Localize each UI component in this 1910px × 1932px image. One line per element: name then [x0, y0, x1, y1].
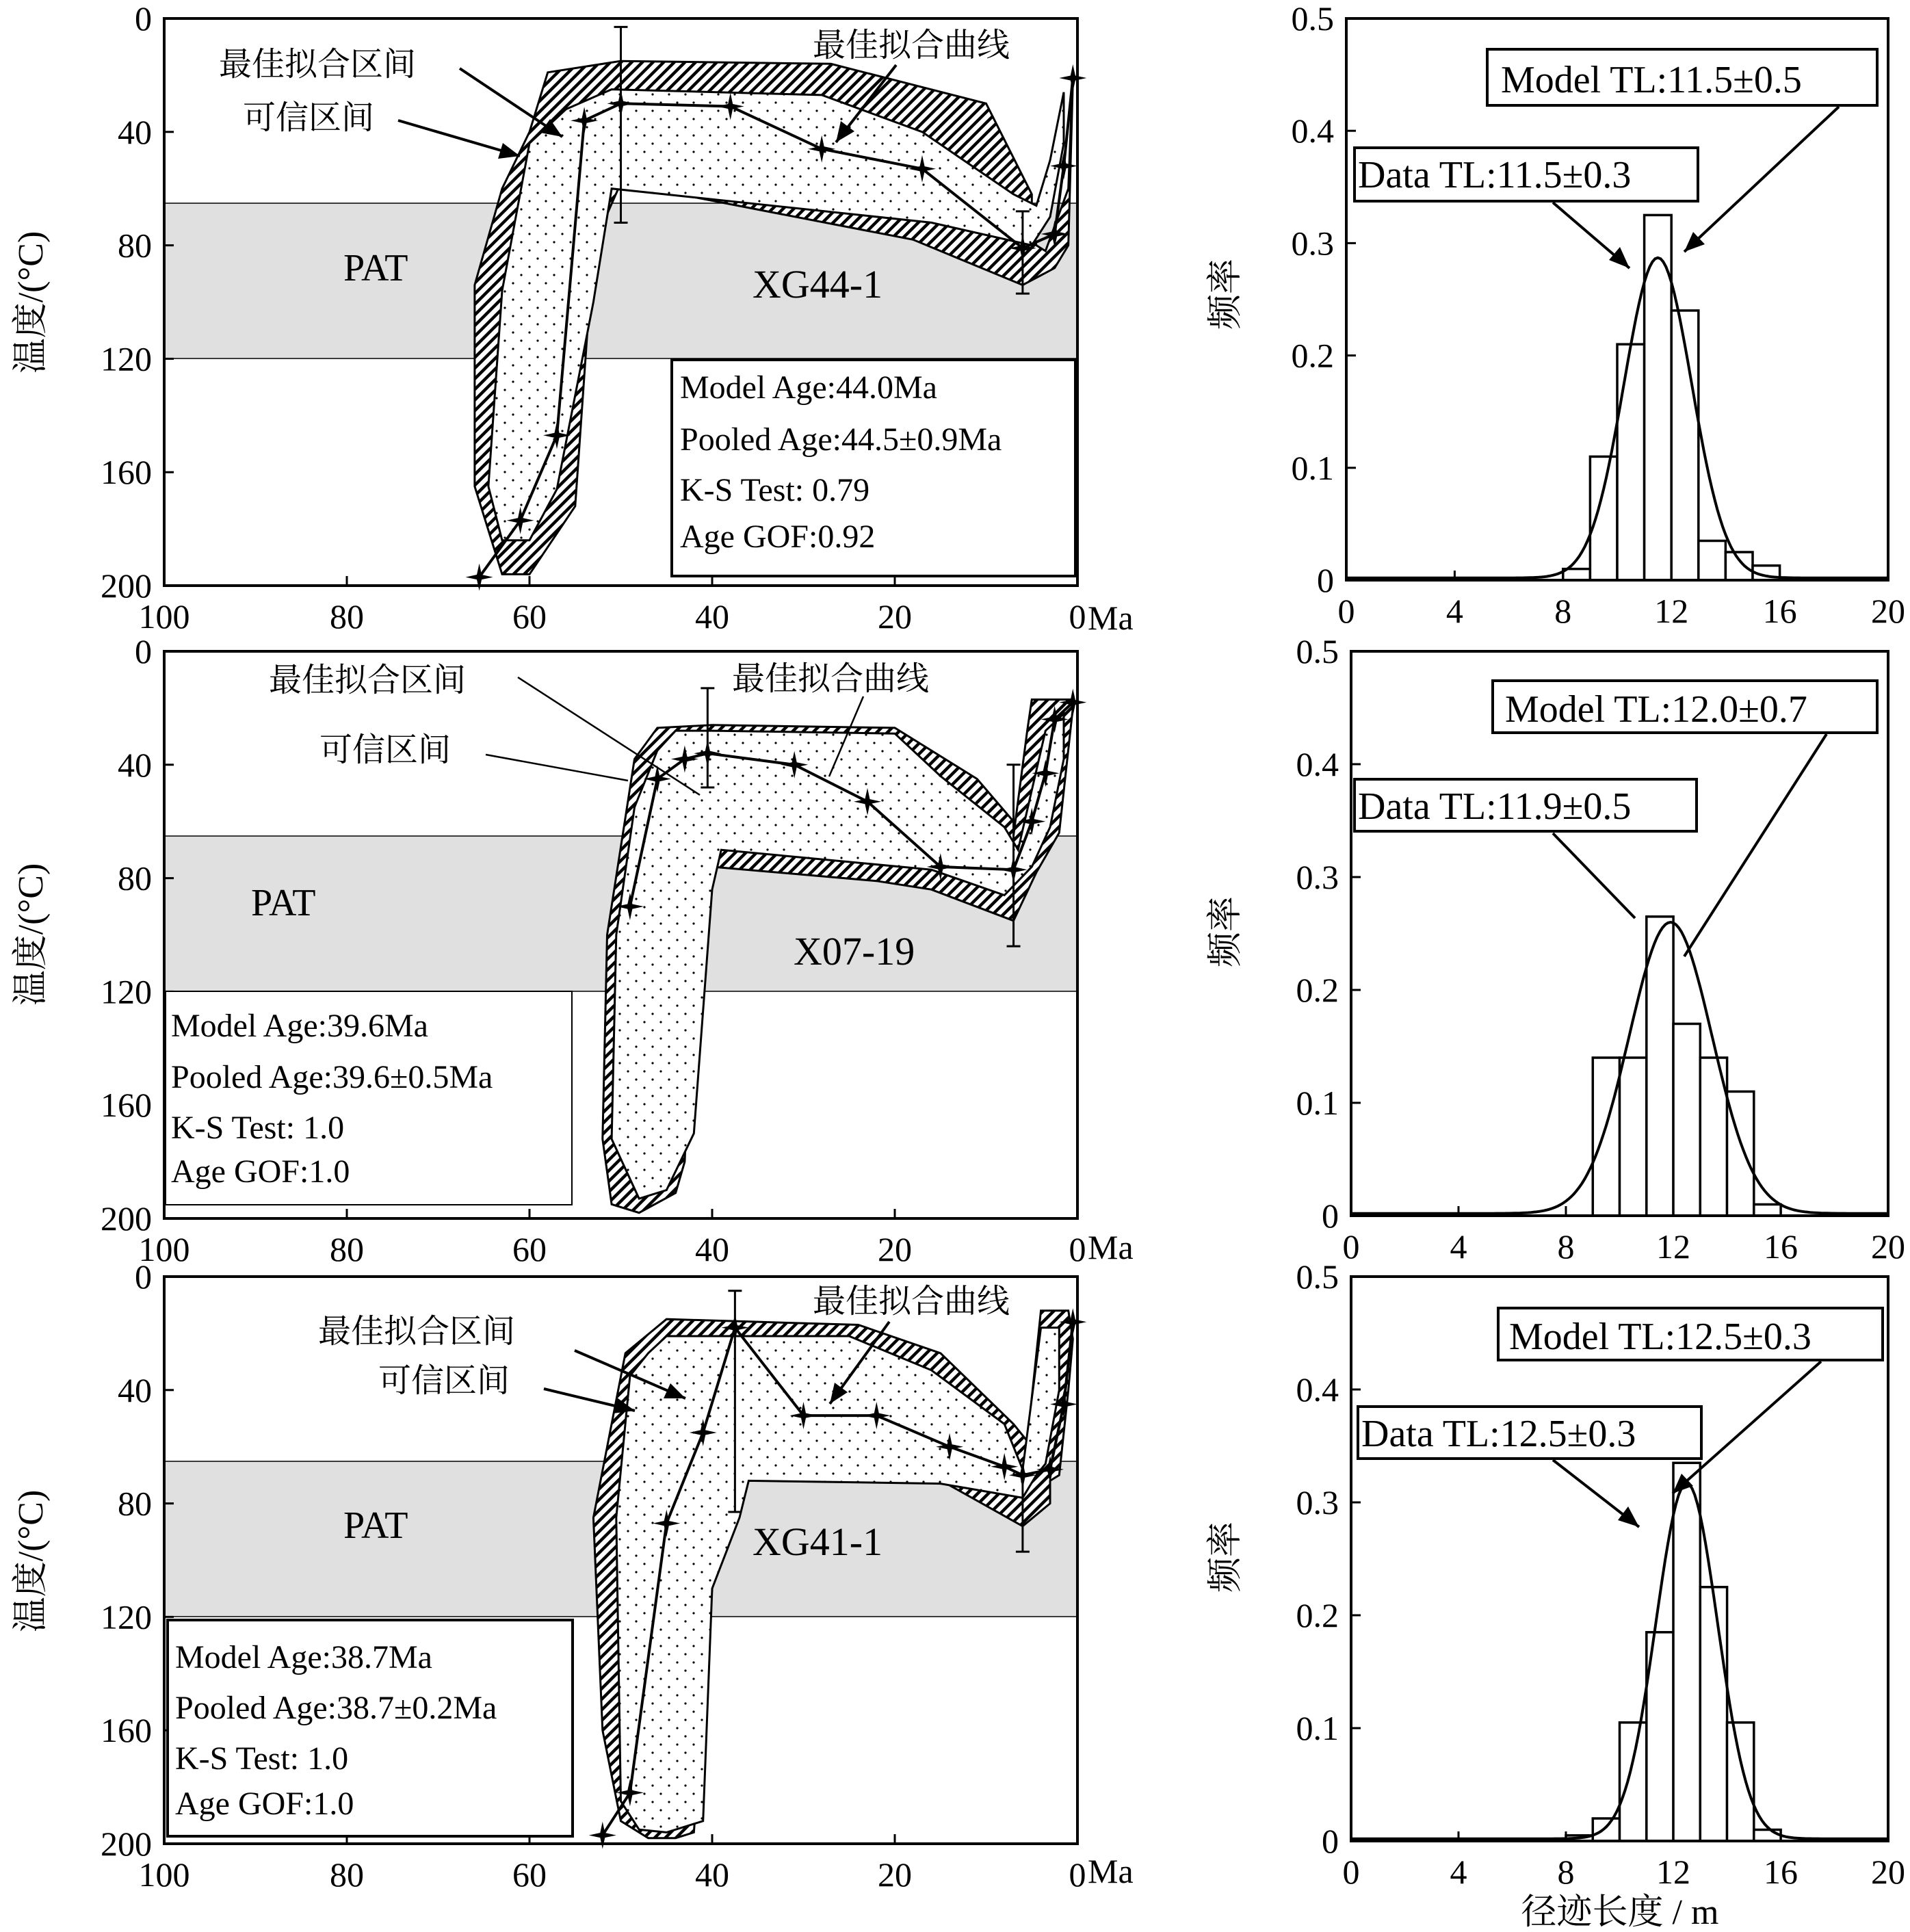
leader-data-tl [1553, 833, 1635, 918]
x-tick-label: 4 [1450, 1853, 1467, 1891]
y-tick-label: 0.4 [1296, 1370, 1339, 1409]
x-tick-label: 80 [330, 1230, 364, 1268]
x-tick-label: 0 [1069, 1855, 1086, 1894]
y-axis-label: 频率 [1206, 896, 1245, 968]
histogram-bar [1754, 1205, 1781, 1216]
x-axis-unit: Ma [1088, 1852, 1134, 1890]
track-length-histogram-x07-19 [1206, 632, 1905, 1266]
y-tick-label: 0.1 [1296, 1084, 1339, 1122]
y-tick-label: 0.2 [1296, 971, 1339, 1009]
x-tick-label: 20 [878, 597, 912, 636]
stat-ks-test: K-S Test: 0.79 [680, 472, 870, 508]
y-tick-label: 0.2 [1296, 1596, 1339, 1634]
x-tick-label: 12 [1654, 592, 1689, 630]
x-tick-label: 40 [695, 1230, 729, 1268]
x-axis-unit: Ma [1088, 599, 1134, 637]
y-tick-label: 0 [135, 0, 152, 38]
histogram-bar [1593, 1818, 1619, 1841]
x-tick-label: 20 [1871, 1853, 1905, 1891]
x-tick-label: 40 [695, 597, 729, 636]
y-tick-label: 0.4 [1296, 745, 1339, 783]
y-tick-label: 0.1 [1296, 1709, 1339, 1747]
model-tl: Model TL:11.5±0.5 [1501, 59, 1802, 101]
x-tick-label: 16 [1762, 592, 1797, 630]
y-axis-label: 温度/(°C) [12, 863, 51, 1006]
x-tick-label: 20 [878, 1855, 912, 1894]
histogram-bar [1620, 1723, 1647, 1841]
label-acceptable-envelope: 可信区间 [319, 732, 452, 768]
y-tick-label: 0 [1317, 561, 1334, 599]
pat-label: PAT [343, 1504, 408, 1547]
x-tick-label: 4 [1450, 1227, 1467, 1266]
y-axis-label: 频率 [1206, 1521, 1245, 1593]
label-best-fit-envelope: 最佳拟合区间 [318, 1314, 516, 1350]
stat-ks-test: K-S Test: 1.0 [175, 1740, 349, 1777]
pat-label: PAT [343, 247, 408, 289]
x-tick-label: 60 [512, 1855, 547, 1894]
label-best-fit-curve: 最佳拟合曲线 [732, 661, 930, 697]
histogram-bar [1754, 1830, 1781, 1842]
y-tick-label: 0.3 [1296, 858, 1339, 896]
histogram-bar [1727, 1723, 1754, 1841]
y-tick-label: 0.3 [1296, 1483, 1339, 1522]
stat-model-age: Model Age:44.0Ma [680, 369, 937, 406]
leader-acceptable-envelope [486, 755, 628, 781]
x-axis-unit: Ma [1088, 1228, 1134, 1266]
histogram-bar [1590, 456, 1617, 580]
y-tick-label: 160 [101, 1711, 152, 1750]
label-best-fit-curve: 最佳拟合曲线 [813, 1283, 1010, 1320]
x-tick-label: 60 [512, 1230, 547, 1268]
y-tick-label: 0 [135, 632, 152, 670]
y-tick-label: 80 [118, 859, 152, 898]
x-tick-label: 16 [1764, 1853, 1798, 1891]
track-length-histogram-xg44-1 [1206, 0, 1905, 630]
x-tick-label: 20 [1871, 1227, 1905, 1266]
x-tick-label: 0 [1337, 592, 1355, 630]
track-length-histogram-xg41-1 [1206, 1257, 1905, 1932]
y-tick-label: 0 [1322, 1197, 1339, 1235]
data-tl: Data TL:11.5±0.3 [1358, 154, 1632, 196]
y-tick-label: 0.5 [1291, 0, 1334, 38]
stat-age-gof: Age GOF:0.92 [680, 519, 876, 555]
arrowhead-data-tl [1618, 1506, 1639, 1527]
arrowhead-acceptable-envelope [498, 143, 520, 159]
thermal-history-x07-19 [12, 632, 1134, 1268]
y-tick-label: 0 [135, 1257, 152, 1296]
data-point-marker [1059, 64, 1086, 92]
y-tick-label: 160 [101, 1086, 152, 1125]
y-tick-label: 40 [118, 112, 152, 151]
data-tl: Data TL:12.5±0.3 [1361, 1413, 1636, 1455]
histogram-bar [1647, 917, 1673, 1216]
model-tl: Model TL:12.0±0.7 [1505, 688, 1807, 731]
label-best-fit-envelope: 最佳拟合区间 [219, 47, 417, 83]
histogram-bar [1673, 1024, 1700, 1216]
y-tick-label: 0.5 [1296, 1257, 1339, 1296]
histogram-bar [1699, 541, 1726, 581]
model-tl: Model TL:12.5±0.3 [1509, 1316, 1811, 1358]
histogram-bar [1620, 1058, 1647, 1216]
data-tl: Data TL:11.9±0.5 [1358, 785, 1632, 828]
sample-label: XG44-1 [753, 262, 883, 306]
histogram-bar [1700, 1587, 1727, 1841]
label-acceptable-envelope: 可信区间 [378, 1363, 510, 1399]
pat-label: PAT [251, 882, 316, 924]
histogram-bars [1351, 917, 1888, 1216]
x-tick-label: 20 [878, 1230, 912, 1268]
thermal-history-xg41-1 [12, 1257, 1134, 1894]
x-tick-label: 100 [138, 597, 190, 636]
histogram-bars [1346, 215, 1888, 580]
y-tick-label: 160 [101, 453, 152, 492]
x-tick-label: 8 [1557, 1227, 1575, 1266]
stat-age-gof: Age GOF:1.0 [171, 1153, 350, 1190]
stat-pooled-age: Pooled Age:38.7±0.2Ma [175, 1690, 497, 1726]
y-tick-label: 0.3 [1291, 224, 1334, 263]
y-axis-label: 温度/(°C) [12, 1489, 51, 1633]
x-tick-label: 0 [1069, 597, 1086, 636]
x-tick-label: 8 [1554, 592, 1572, 630]
arrowhead-data-tl [1609, 247, 1630, 268]
label-best-fit-curve: 最佳拟合曲线 [813, 27, 1010, 64]
x-tick-label: 80 [330, 597, 364, 636]
stat-model-age: Model Age:38.7Ma [175, 1639, 432, 1675]
x-tick-label: 40 [695, 1855, 729, 1894]
sample-label: XG41-1 [753, 1519, 883, 1564]
y-tick-label: 120 [101, 339, 152, 378]
x-tick-label: 0 [1069, 1230, 1086, 1268]
stat-ks-test: K-S Test: 1.0 [171, 1110, 345, 1146]
x-axis-label: 径迹长度 / m [1521, 1893, 1719, 1932]
y-tick-label: 200 [101, 1199, 152, 1238]
x-tick-label: 60 [512, 597, 547, 636]
histogram-bar [1725, 552, 1753, 580]
stat-pooled-age: Pooled Age:44.5±0.9Ma [680, 421, 1002, 458]
y-tick-label: 120 [101, 972, 152, 1011]
x-tick-label: 20 [1871, 592, 1905, 630]
x-tick-label: 4 [1445, 592, 1463, 630]
x-tick-label: 12 [1656, 1853, 1690, 1891]
y-tick-label: 0.5 [1296, 632, 1339, 670]
x-tick-label: 100 [138, 1230, 190, 1268]
x-tick-label: 8 [1557, 1853, 1575, 1891]
y-tick-label: 200 [101, 1825, 152, 1863]
histogram-bar [1673, 1463, 1700, 1841]
y-tick-label: 0.4 [1291, 112, 1334, 151]
y-tick-label: 200 [101, 566, 152, 605]
histogram-bar [1617, 344, 1645, 580]
leader-model-tl [1684, 734, 1827, 956]
x-tick-label: 12 [1656, 1227, 1690, 1266]
y-tick-label: 0 [1322, 1822, 1339, 1860]
y-axis-label: 频率 [1206, 258, 1245, 330]
x-tick-label: 0 [1342, 1227, 1360, 1266]
x-tick-label: 16 [1764, 1227, 1798, 1266]
arrow-model-tl [1684, 107, 1839, 252]
x-tick-label: 0 [1342, 1853, 1360, 1891]
y-tick-label: 0.1 [1291, 448, 1334, 487]
label-best-fit-envelope: 最佳拟合区间 [269, 662, 467, 699]
x-tick-label: 100 [138, 1855, 190, 1894]
thermal-history-xg44-1 [12, 0, 1134, 637]
y-axis-label: 温度/(°C) [12, 231, 51, 374]
label-acceptable-envelope: 可信区间 [243, 100, 375, 136]
stat-model-age: Model Age:39.6Ma [171, 1008, 428, 1044]
histogram-bar [1593, 1058, 1619, 1216]
stat-pooled-age: Pooled Age:39.6±0.5Ma [171, 1059, 493, 1095]
y-tick-label: 40 [118, 745, 152, 784]
y-tick-label: 40 [118, 1370, 152, 1409]
stat-age-gof: Age GOF:1.0 [175, 1786, 354, 1822]
y-tick-label: 0.2 [1291, 336, 1334, 375]
y-tick-label: 120 [101, 1597, 152, 1636]
y-tick-label: 80 [118, 1484, 152, 1523]
y-tick-label: 80 [118, 226, 152, 265]
x-tick-label: 80 [330, 1855, 364, 1894]
sample-label: X07-19 [794, 929, 915, 974]
